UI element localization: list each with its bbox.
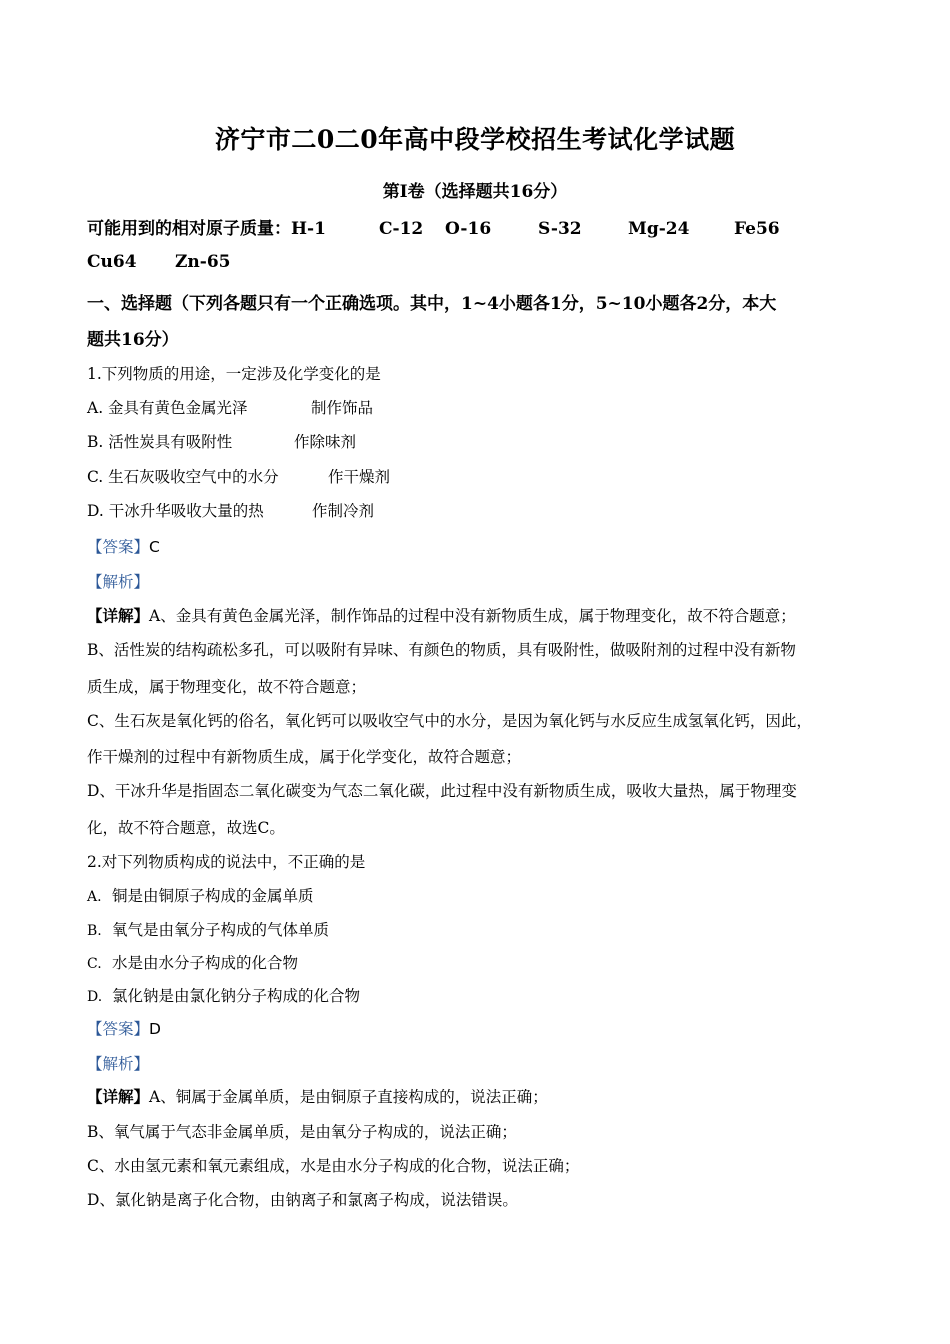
q2-option-a-letter: A. bbox=[87, 889, 102, 905]
atomic-mass-cu: Cu64 bbox=[87, 252, 137, 272]
q2-option-a bbox=[87, 884, 314, 906]
q2-option-d-letter: D. bbox=[87, 989, 103, 1005]
q1-option-d bbox=[87, 499, 374, 521]
q2-option-b-letter: B. bbox=[87, 923, 102, 939]
q2-option-d bbox=[87, 984, 360, 1006]
atomic-mass-h: H-1 bbox=[291, 219, 326, 239]
atomic-mass-line-2 bbox=[87, 252, 230, 272]
atomic-mass-line-1 bbox=[87, 214, 780, 239]
q2-analysis-tag: 【解析】 bbox=[87, 1055, 150, 1073]
q2-option-b bbox=[87, 918, 329, 940]
q1-option-b bbox=[87, 430, 356, 452]
q1-option-c-use: 作干燥剂 bbox=[328, 468, 391, 486]
atomic-mass-o: O-16 bbox=[445, 219, 492, 239]
q1-option-b-use: 作除味剂 bbox=[294, 433, 357, 451]
atomic-mass-zn: Zn-65 bbox=[175, 252, 231, 272]
q2-option-b-text: 氧气是由氧分子构成的气体单质 bbox=[112, 921, 330, 939]
q1-option-d-label: D. 干冰升华吸收大量的热 bbox=[87, 502, 264, 520]
q2-detail-line-3: C、水由氢元素和氧元素组成，水是由水分子构成的化合物，说法正确； bbox=[87, 1157, 580, 1175]
q1-answer bbox=[87, 535, 160, 557]
q2-detail-tag: 【详解】 bbox=[87, 1087, 150, 1106]
q1-answer-tag: 【答案】 bbox=[87, 538, 150, 556]
q1-option-b-label: B. 活性炭具有吸附性 bbox=[87, 433, 233, 451]
q1-detail-line-5: 作干燥剂的过程中有新物质生成，属于化学变化，故符合题意； bbox=[87, 748, 522, 766]
page-title: 济宁市二0二0年高中段学校招生考试化学试题 bbox=[214, 125, 736, 154]
q1-detail-line-2: B、活性炭的结构疏松多孔，可以吸附有异味、有颜色的物质，具有吸附性，做吸附剂的过程中没有新物 bbox=[87, 641, 796, 659]
q1-option-a bbox=[87, 396, 373, 418]
q1-option-c bbox=[87, 465, 390, 487]
q1-option-d-use: 作制冷剂 bbox=[312, 502, 375, 520]
q2-answer-tag: 【答案】 bbox=[87, 1020, 150, 1038]
atomic-mass-label: 可能用到的相对原子质量： bbox=[87, 219, 291, 239]
atomic-mass-c: C-12 bbox=[379, 219, 424, 239]
q2-option-a-text: 铜是由铜原子构成的金属单质 bbox=[112, 887, 314, 905]
section-instruction-line-1: 一、选择题（下列各题只有一个正确选项。其中，1~4小题各1分，5~10小题各2分，本大 bbox=[87, 294, 777, 314]
q1-detail-line-7: 化，故不符合题意，故选C。 bbox=[87, 819, 285, 837]
atomic-mass-s: S-32 bbox=[538, 219, 582, 239]
q2-detail-line-4: D、氯化钠是离子化合物，由钠离子和氯离子构成，说法错误。 bbox=[87, 1191, 518, 1209]
section-subtitle: 第I卷（选择题共16分） bbox=[382, 182, 568, 202]
q1-detail-text-1: A、金具有黄色金属光泽，制作饰品的过程中没有新物质生成，属于物理变化，故不符合题意； bbox=[149, 607, 796, 625]
section-instruction-line-2: 题共16分） bbox=[87, 330, 179, 350]
q2-option-c-letter: C. bbox=[87, 956, 102, 972]
q2-stem: 2.对下列物质构成的说法中，不正确的是 bbox=[87, 853, 366, 871]
q1-option-c-label: C. 生石灰吸收空气中的水分 bbox=[87, 468, 279, 486]
q2-option-c bbox=[87, 951, 298, 973]
q1-detail-line-6: D、干冰升华是指固态二氧化碳变为气态二氧化碳，此过程中没有新物质生成，吸收大量热，属于物理变 bbox=[87, 782, 797, 800]
q2-answer bbox=[87, 1017, 161, 1039]
q1-detail-line-4: C、生石灰是氧化钙的俗名，氧化钙可以吸收空气中的水分，是因为氧化钙与水反应生成氢氧化钙，因此， bbox=[87, 712, 812, 730]
q2-detail-line-1 bbox=[87, 1085, 548, 1107]
atomic-mass-mg: Mg-24 bbox=[628, 219, 690, 239]
q1-answer-value: C bbox=[149, 538, 160, 556]
q1-detail-tag: 【详解】 bbox=[87, 606, 150, 625]
q1-option-a-label: A. 金具有黄色金属光泽 bbox=[87, 399, 248, 417]
q2-detail-text-1: A、铜属于金属单质，是由铜原子直接构成的，说法正确； bbox=[149, 1088, 548, 1106]
q2-option-c-text: 水是由水分子构成的化合物 bbox=[112, 954, 299, 972]
q1-detail-line-1 bbox=[87, 604, 796, 626]
q1-analysis-tag: 【解析】 bbox=[87, 573, 150, 591]
q1-stem: 1.下列物质的用途，一定涉及化学变化的是 bbox=[87, 365, 381, 383]
q2-option-d-text: 氯化钠是由氯化钠分子构成的化合物 bbox=[112, 987, 361, 1005]
q2-answer-value: D bbox=[149, 1020, 161, 1038]
q1-option-a-use: 制作饰品 bbox=[311, 399, 374, 417]
atomic-mass-fe: Fe56 bbox=[734, 219, 780, 239]
q1-detail-line-3: 质生成，属于物理变化，故不符合题意； bbox=[87, 678, 367, 696]
q2-detail-line-2: B、氧气属于气态非金属单质，是由氧分子构成的，说法正确； bbox=[87, 1123, 517, 1141]
